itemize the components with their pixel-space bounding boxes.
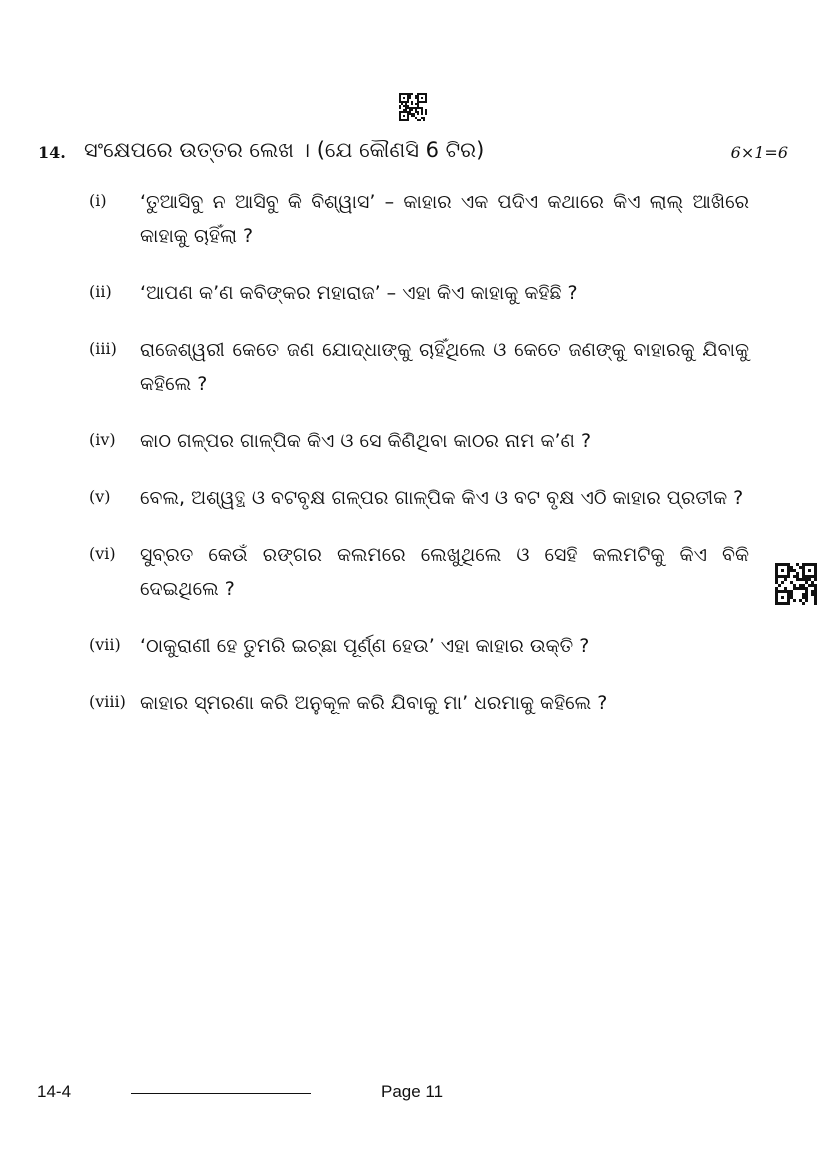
sub-question-item [89, 538, 749, 606]
qr-code-side [775, 563, 817, 605]
sub-question-list [89, 185, 749, 743]
sub-question-text: ‘ଠାକୁରାଣୀ ହେ ତୁମରି ଇଚ୍ଛା ପୂର୍ଣ୍ଣ ହେଉ’ ଏହା କାହାର ଉକ୍ତି ? [140, 635, 590, 657]
footer-page-number: Page 11 [381, 1082, 444, 1101]
sub-question-numeral: (iii) [89, 339, 117, 358]
question-instruction: ସଂକ୍ଷେପରେ ଉତ୍ତର ଲେଖ । (ଯେ କୌଣସି 6 ଟିର) [84, 138, 485, 162]
question-header [38, 138, 790, 168]
sub-question-text: ସୁବ୍ରତ କେଉଁ ରଙ୍ଗର କଲମରେ ଲେଖୁଥିଲେ ଓ ସେହି କଲମଟିକୁ କିଏ ବିକି ଦେଇଥିଲେ ? [140, 544, 749, 600]
sub-question-text: କାହାର ସ୍ମରଣା କରି ଅନୁକୂଳ କରି ଯିବାକୁ ମା’ ଧରମାକୁ କହିଲେ ? [140, 692, 608, 714]
sub-question-numeral: (i) [89, 191, 107, 210]
sub-question-text: ‘ଆପଣ କ’ଣ କବିଙ୍କର ମହାରାଜ’ – ଏହା କିଏ କାହାକୁ କହିଛି ? [140, 282, 578, 304]
sub-question-text: କାଠ ଗଳ୍ପର ଗାଳ୍ପିକ କିଏ ଓ ସେ କିଣିଥିବା କାଠର ନାମ କ’ଣ ? [140, 430, 592, 452]
sub-question-item [89, 424, 749, 458]
sub-question-text: ବେଲ, ଅଶ୍ୱତ୍ଥ ଓ ବଟବୃକ୍ଷ ଗଳ୍ପର ଗାଳ୍ପିକ କିଏ ଓ ବଟ ବୃକ୍ଷ ଏଠି କାହାର ପ୍ରତୀକ ? [140, 487, 744, 509]
sub-question-numeral: (vii) [89, 635, 121, 654]
footer-paper-code: 14-4 [37, 1082, 72, 1101]
sub-question-numeral: (ii) [89, 282, 112, 301]
sub-question-numeral: (iv) [89, 430, 116, 449]
sub-question-item [89, 481, 749, 515]
footer-divider [131, 1093, 311, 1094]
question-number: 14. [38, 143, 66, 162]
sub-question-item [89, 629, 749, 663]
sub-question-item [89, 185, 749, 253]
sub-question-text: ରାଜେଶ୍ୱରୀ କେତେ ଜଣ ଯୋଦ୍ଧାଙ୍କୁ ଚାହିଁଥିଲେ ଓ କେତେ ଜଣଙ୍କୁ ବାହାରକୁ ଯିବାକୁ କହିଲେ ? [140, 339, 749, 395]
sub-question-numeral: (v) [89, 487, 111, 506]
sub-question-item [89, 333, 749, 401]
sub-question-numeral: (viii) [89, 692, 126, 711]
sub-question-numeral: (vi) [89, 544, 116, 563]
question-marks: 6×1=6 [730, 143, 788, 162]
sub-question-item [89, 276, 749, 310]
qr-code-top [399, 93, 427, 121]
sub-question-text: ‘ତୁଆସିବୁ ନ ଆସିବୁ କି ବିଶ୍ୱାସ’ – କାହାର ଏକ ପଦିଏ କଥାରେ କିଏ ଲାଲ୍ ଆଖିରେ କାହାକୁ ଚାହିଁଲା ? [140, 191, 749, 247]
sub-question-item [89, 686, 749, 720]
